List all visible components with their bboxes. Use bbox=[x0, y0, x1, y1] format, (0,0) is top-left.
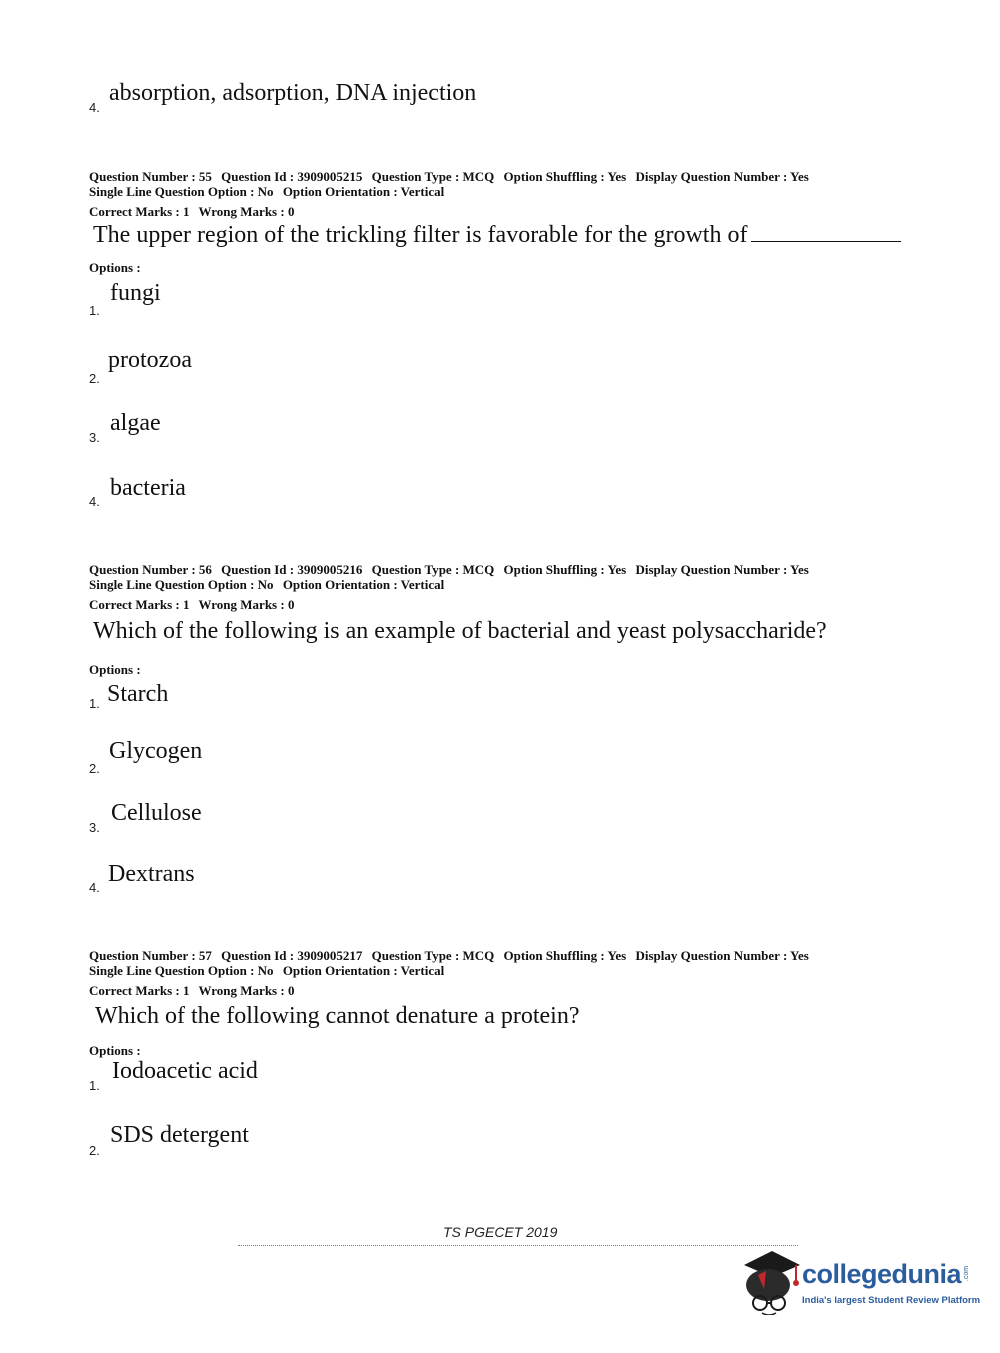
meta-option-shuffling: Option Shuffling : Yes bbox=[503, 562, 627, 577]
meta-question-id: Question Id : 3909005216 bbox=[221, 562, 363, 577]
question-marks bbox=[89, 983, 300, 999]
meta-option-shuffling: Option Shuffling : Yes bbox=[503, 169, 627, 184]
option-text: absorption, adsorption, DNA injection bbox=[109, 80, 477, 106]
logo-com: .com bbox=[963, 1265, 971, 1282]
meta-question-number: Question Number : 56 bbox=[89, 562, 212, 577]
answer-blank bbox=[751, 221, 901, 242]
question-meta bbox=[89, 563, 815, 592]
meta-option-shuffling: Option Shuffling : Yes bbox=[503, 948, 627, 963]
meta-question-type: Question Type : MCQ bbox=[371, 562, 495, 577]
question-text bbox=[93, 221, 901, 249]
meta-question-id: Question Id : 3909005215 bbox=[221, 169, 363, 184]
wrong-marks: Wrong Marks : 0 bbox=[198, 204, 295, 219]
correct-marks: Correct Marks : 1 bbox=[89, 597, 190, 612]
meta-single-line-option: Single Line Question Option : No bbox=[89, 962, 274, 978]
option-number: 3. bbox=[89, 820, 100, 835]
question-text: Which of the following cannot denature a protein? bbox=[95, 1003, 580, 1029]
option-number: 2. bbox=[89, 1143, 100, 1158]
meta-question-number: Question Number : 57 bbox=[89, 948, 212, 963]
meta-single-line-option: Single Line Question Option : No bbox=[89, 183, 274, 199]
option-number: 1. bbox=[89, 1078, 100, 1093]
option-text: Starch bbox=[107, 681, 169, 707]
mascot-icon bbox=[740, 1245, 802, 1315]
option-text: Glycogen bbox=[109, 738, 203, 764]
question-marks bbox=[89, 597, 300, 613]
options-label: Options : bbox=[89, 662, 141, 677]
meta-display-number: Display Question Number : Yes bbox=[635, 948, 809, 963]
question-marks bbox=[89, 204, 300, 220]
option-number: 4. bbox=[89, 100, 100, 115]
meta-display-number: Display Question Number : Yes bbox=[635, 562, 809, 577]
option-text: Cellulose bbox=[111, 800, 202, 826]
question-meta bbox=[89, 170, 815, 199]
option-number: 1. bbox=[89, 303, 100, 318]
wrong-marks: Wrong Marks : 0 bbox=[198, 983, 295, 998]
option-number: 4. bbox=[89, 880, 100, 895]
meta-option-orientation: Option Orientation : Vertical bbox=[282, 962, 445, 978]
option-number: 4. bbox=[89, 494, 100, 509]
options-label: Options : bbox=[89, 1043, 141, 1058]
footer-exam-title: TS PGECET 2019 bbox=[443, 1224, 558, 1240]
question-text: Which of the following is an example of bacterial and yeast polysaccharide? bbox=[93, 618, 827, 644]
meta-single-line-option: Single Line Question Option : No bbox=[89, 576, 274, 592]
option-text: Iodoacetic acid bbox=[112, 1058, 258, 1084]
logo-tagline: India's largest Student Review Platform bbox=[802, 1295, 981, 1306]
option-text: fungi bbox=[110, 280, 161, 306]
option-text: algae bbox=[110, 410, 161, 436]
option-number: 1. bbox=[89, 696, 100, 711]
collegedunia-logo bbox=[740, 1245, 981, 1320]
meta-question-type: Question Type : MCQ bbox=[371, 169, 495, 184]
footer-divider bbox=[238, 1245, 798, 1246]
options-label: Options : bbox=[89, 260, 141, 275]
question-meta bbox=[89, 949, 815, 978]
option-number: 2. bbox=[89, 761, 100, 776]
option-text: protozoa bbox=[108, 347, 192, 373]
meta-display-number: Display Question Number : Yes bbox=[635, 169, 809, 184]
meta-question-type: Question Type : MCQ bbox=[371, 948, 495, 963]
option-number: 2. bbox=[89, 371, 100, 386]
meta-option-orientation: Option Orientation : Vertical bbox=[282, 183, 445, 199]
option-text: bacteria bbox=[110, 475, 186, 501]
meta-question-id: Question Id : 3909005217 bbox=[221, 948, 363, 963]
meta-option-orientation: Option Orientation : Vertical bbox=[282, 576, 445, 592]
option-text: Dextrans bbox=[108, 861, 195, 887]
correct-marks: Correct Marks : 1 bbox=[89, 983, 190, 998]
option-number: 3. bbox=[89, 430, 100, 445]
question-text-content: The upper region of the trickling filter is favorable for the growth of bbox=[93, 222, 748, 248]
logo-brand: collegedunia bbox=[802, 1259, 962, 1289]
meta-question-number: Question Number : 55 bbox=[89, 169, 212, 184]
wrong-marks: Wrong Marks : 0 bbox=[198, 597, 295, 612]
option-text: SDS detergent bbox=[110, 1122, 249, 1148]
correct-marks: Correct Marks : 1 bbox=[89, 204, 190, 219]
